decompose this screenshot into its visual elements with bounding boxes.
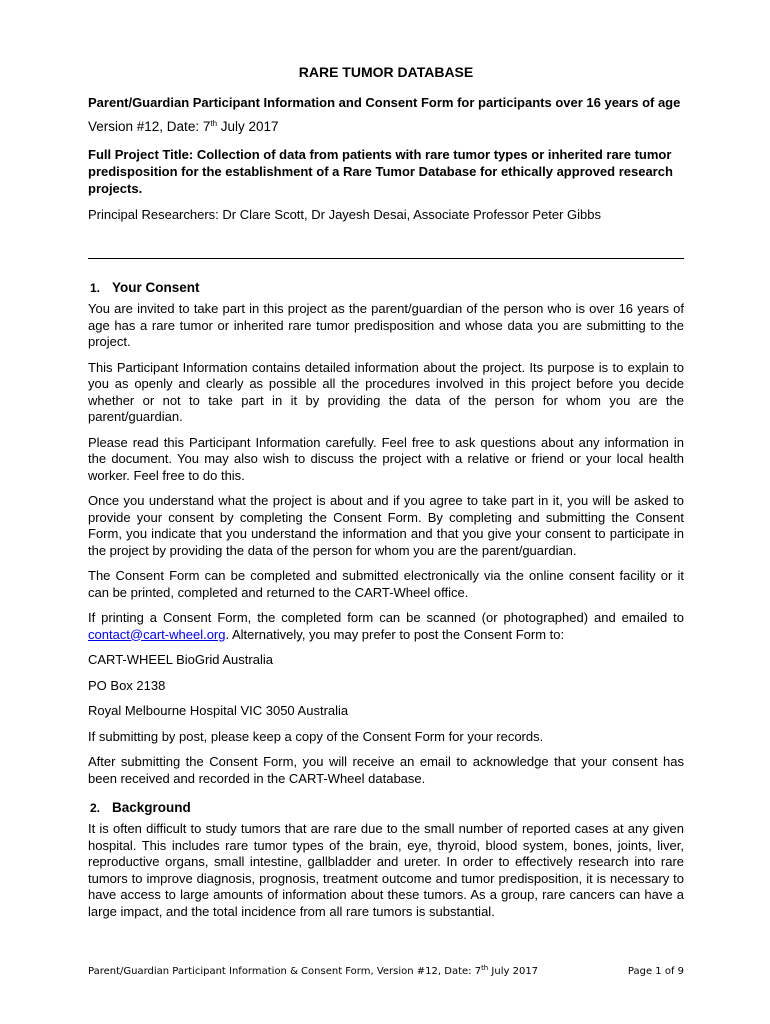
footer-sup: th	[481, 964, 489, 972]
section-heading-text: Background	[112, 800, 191, 815]
paragraph: Please read this Participant Information carefully. Feel free to ask questions about any information in the document. You may also wish to discuss the project with a relative or friend or your local health worker. Feel free to do this.	[88, 434, 684, 483]
after-submission-note: After submitting the Consent Form, you will receive an email to acknowledge that your consent has been received and recorded in the CART-Wheel database.	[88, 754, 684, 786]
paragraph: It is often difficult to study tumors that are rare due to the small number of reported cases at any given hospital. This includes rare tumor types of the brain, eye, thyroid, blood system, bones, joints, liver, reproductive organs, small intestine, gallbladder and ureter. In order to effectively research into rare tumors to improve diagnosis, prognosis, treatment outcome and tumor predisposition, it is necessary to have access to large amounts of information about these tumors. As a group, rare cancers can have a large impact, and the total incidence from all rare tumors is substantial.	[88, 821, 684, 919]
footer-prefix: Parent/Guardian Participant Information & Consent Form, Version #12, Date: 7	[88, 966, 482, 977]
version-line	[88, 118, 684, 136]
section-heading-text: Your Consent	[112, 280, 200, 295]
section-number: 2.	[90, 801, 101, 815]
address-line: Royal Melbourne Hospital VIC 3050 Australia	[88, 703, 349, 718]
paragraph: You are invited to take part in this project as the parent/guardian of the person who is over 16 years of age has a rare tumor or inherited rare tumor predisposition and whose data you are submitting to the project.	[88, 301, 684, 349]
version-suffix: July 2017	[217, 119, 279, 134]
email-paragraph-prefix: If printing a Consent Form, the completed form can be scanned (or photographed) and emailed to	[88, 610, 684, 625]
email-paragraph	[88, 610, 684, 643]
section-number: 1.	[90, 281, 101, 295]
paragraph: This Participant Information contains detailed information about the project. Its purpose is to explain to you as openly and clearly as possible all the procedures involved in this project before you decide whether or not to take part in it by providing the data of the person for whom you are the parent/guardian.	[88, 359, 684, 424]
footer-document-info	[88, 966, 538, 977]
paragraph: The Consent Form can be completed and submitted electronically via the online consent facility or it can be printed, completed and returned to the CART-Wheel office.	[88, 568, 684, 600]
document-title: RARE TUMOR DATABASE	[298, 64, 474, 80]
version-sup: th	[210, 119, 218, 128]
page-footer	[88, 966, 684, 977]
document-page	[88, 64, 684, 929]
version-prefix: Version #12, Date: 7	[88, 119, 211, 134]
post-note: If submitting by post, please keep a copy of the Consent Form for your records.	[88, 728, 544, 744]
paragraph: Once you understand what the project is about and if you agree to take part in it, you will be asked to provide your consent by completing the Consent Form. By completing and submitting the Consent Form, you indicate that you understand the information and that you give your consent to participate in the project by providing the data of the person for whom you are the parent/guardian.	[88, 493, 684, 558]
address-line: CART-WHEEL BioGrid Australia	[88, 652, 273, 667]
document-subtitle: Parent/Guardian Participant Information and Consent Form for participants over 16 years of age	[88, 95, 681, 110]
divider-line	[88, 258, 684, 259]
email-paragraph-suffix: . Alternatively, you may prefer to post the Consent Form to:	[225, 626, 565, 642]
contact-email-link[interactable]: contact@cart-wheel.org	[88, 626, 226, 642]
footer-suffix: July 2017	[488, 966, 539, 977]
section-heading-your-consent	[88, 279, 684, 297]
address-line: PO Box 2138	[88, 677, 166, 693]
project-title: Full Project Title: Collection of data from patients with rare tumor types or inherited rare tumor predisposition for the establishment of a Rare Tumor Database for ethically approved research projects.	[88, 147, 673, 196]
principal-researchers: Principal Researchers: Dr Clare Scott, Dr Jayesh Desai, Associate Professor Peter Gibbs	[88, 207, 601, 222]
section-heading-background	[88, 799, 684, 817]
page-number: Page 1 of 9	[627, 966, 684, 977]
